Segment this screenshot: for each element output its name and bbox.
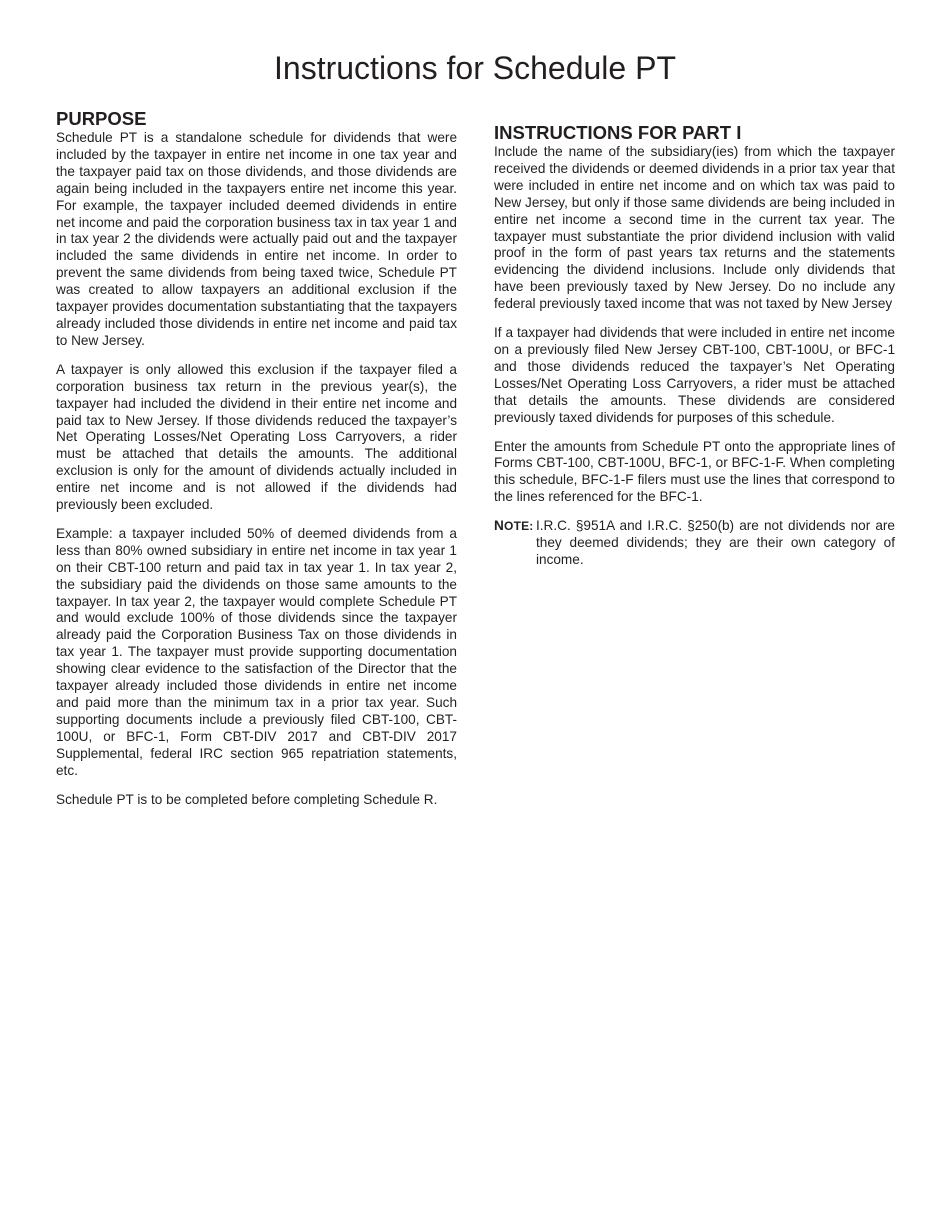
note-label-rest: OTE: (504, 519, 534, 534)
part1-paragraph-1: Include the name of the subsidiary(ies) from which the taxpayer received the dividends or deemed dividends in a prior tax year that were included in entire net income and on which tax was paid to New Jersey, but only if those same dividends are being included in entire net income a second time in the current tax year. The taxpayer must substantiate the prior dividend inclusion with valid proof in the form of past years tax returns and the statements evidencing the dividend inclusions. Include only dividends that have been previously taxed by New Jersey. Do no include any federal previously taxed income that was not taxed by New Jersey (494, 144, 895, 312)
note-block (494, 518, 895, 569)
purpose-section (56, 108, 457, 820)
note-text: I.R.C. §951A and I.R.C. §250(b) are not dividends nor are they deemed dividends; they are their own category of income. (536, 518, 895, 567)
purpose-paragraph-2: A taxpayer is only allowed this exclusion if the taxpayer filed a corporation business tax return in the previous year(s), the taxpayer had included the dividend in their entire net income and paid tax to New Jersey. If those dividends reduced the taxpayer’s Net Operating Losses/Net Operating Loss Carryovers, a rider must be attached that details the amounts. The additional exclusion is only for the amount of dividends actually included in entire net income and is not allowed if the dividends had previously been excluded. (56, 361, 457, 513)
purpose-paragraph-1: Schedule PT is a standalone schedule for dividends that were included by the taxpayer in entire net income in one tax year and the taxpayer paid tax on those dividends, and those dividends are again being included in the taxpayers entire net income this year. For example, the taxpayer included deemed dividends in entire net income and paid the corporation business tax in tax year 1 and in tax year 2 the dividends were actually paid out and the taxpayer included the same dividends in entire net income. In order to prevent the same dividends from being taxed twice, Schedule PT was created to allow taxpayers an additional exclusion if the taxpayer provides documentation substantiating that the taxpayers already included those dividends in entire net income and paid tax to New Jersey. (56, 130, 457, 348)
note-label (494, 518, 536, 569)
part1-section (494, 122, 895, 569)
part1-paragraph-3: Enter the amounts from Schedule PT onto the appropriate lines of Forms CBT-100, CBT-100U, BFC-1, or BFC-1-F. When completing this schedule, BFC-1-F filers must use the lines that correspond to the lines referenced for the BFC-1. (494, 438, 895, 505)
part1-heading: INSTRUCTIONS FOR PART I (494, 122, 742, 143)
purpose-paragraph-4: Schedule PT is to be completed before completing Schedule R. (56, 791, 438, 807)
note-label-initial: N (494, 518, 505, 534)
purpose-heading: PURPOSE (56, 108, 147, 129)
purpose-paragraph-3: Example: a taxpayer included 50% of deemed dividends from a less than 80% owned subsidiary in entire net income in tax year 1 on their CBT-100 return and paid tax in tax year 1. In tax year 2, the subsidiary paid the dividends on those same amounts to the taxpayer. In tax year 2, the taxpayer would complete Schedule PT and would exclude 100% of those dividends since the taxpayer already paid the Corporation Business Tax on those dividends in tax year 1. The taxpayer must provide supporting documentation showing clear evidence to the satisfaction of the Director that the taxpayer already included those dividends in entire net income and paid more than the minimum tax in a prior tax year. Such supporting documents include a previously filed CBT-100, CBT-100U, or BFC-1, Form CBT-DIV 2017 and CBT-DIV 2017 Supplemental, federal IRC section 965 repatriation statements, etc. (56, 525, 457, 778)
part1-paragraph-2: If a taxpayer had dividends that were included in entire net income on a previously filed New Jersey CBT-100, CBT-100U, or BFC-1 and those dividends reduced the taxpayer’s Net Operating Losses/Net Operating Loss Carryovers, a rider must be attached that details the amounts. These dividends are considered previously taxed dividends for purposes of this schedule. (494, 325, 895, 425)
page-title: Instructions for Schedule PT (274, 50, 676, 86)
